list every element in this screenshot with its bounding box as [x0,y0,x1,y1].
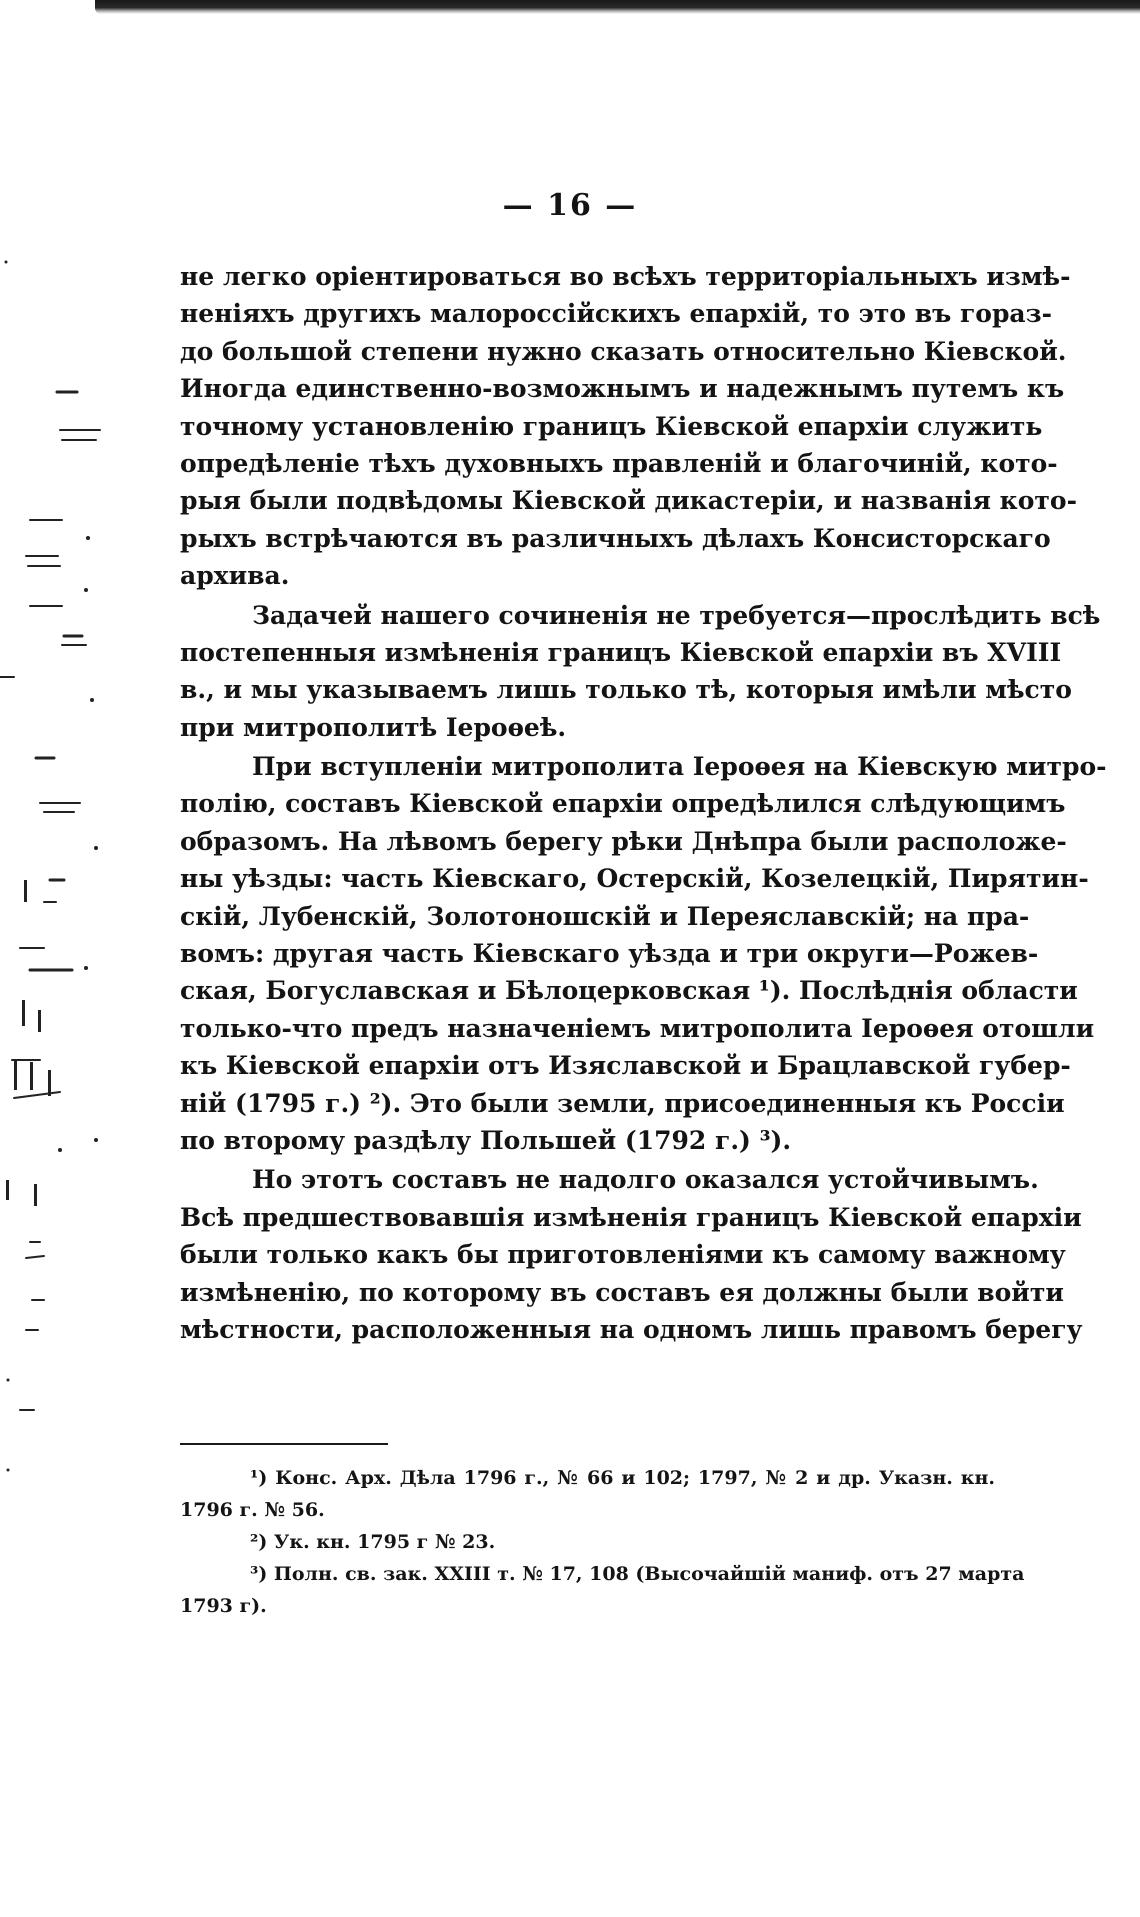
text-line: точному установленію границъ Кіевской епархіи служить [180,411,1043,441]
text-line: в., и мы указываемъ лишь только тѣ, которыя имѣли мѣсто [180,675,1072,705]
text-line: скій, Лубенскій, Золотоношскій и Переяславскій; на пра- [180,901,1030,931]
text-line: неніяхъ другихъ малороссійскихъ епархій, то это въ гораз- [180,299,1052,329]
text-line: архива. [180,561,290,591]
margin-scan-marks [0,0,110,1917]
footnotes [180,1462,1025,1622]
text-line: вомъ: другая часть Кіевскаго уѣзда и три округи—Рожев- [180,939,1039,969]
paragraph-3 [180,748,1107,1159]
text-line: ній (1795 г.) ²). Это были земли, присоединенныя къ Россіи [180,1088,1065,1118]
text-line: постепенныя измѣненія границъ Кіевской епархіи въ XVIII [180,637,1062,667]
footnote-line: ²) Ук. кн. 1795 г № 23. [250,1531,496,1553]
footnote-divider [180,1443,388,1445]
paragraph-1 [180,258,1077,595]
footnote-line: ¹) Конс. Арх. Дѣла 1796 г., № 66 и 102; 1797, № 2 и др. Указн. кн. [250,1467,995,1489]
text-line: образомъ. На лѣвомъ берегу рѣки Днѣпра были расположе- [180,826,1067,856]
text-line: Задачей нашего сочиненія не требуется—прослѣдить всѣ [252,600,1101,630]
footnote-line: ³) Полн. св. зак. XXIII т. № 17, 108 (Высочайшій маниф. отъ 27 марта [250,1563,1025,1585]
paragraph-4 [180,1161,1083,1348]
text-line: Всѣ предшествовавшія измѣненія границъ Кіевской епархіи [180,1202,1082,1232]
text-line: мѣстности, расположенныя на одномъ лишь правомъ берегу [180,1314,1083,1344]
text-line: только-что предъ назначеніемъ митрополита Іероѳея отошли [180,1013,1095,1043]
text-line: рыхъ встрѣчаются въ различныхъ дѣлахъ Консисторскаго [180,523,1051,553]
text-line: полію, составъ Кіевской епархіи опредѣлился слѣдующимъ [180,789,1066,819]
text-line: были только какъ бы приготовленіями къ самому важному [180,1240,1066,1270]
text-line: опредѣленіе тѣхъ духовныхъ правленій и благочиній, кото- [180,448,1058,478]
text-line: рыя были подвѣдомы Кіевской дикастеріи, и названія кото- [180,486,1077,516]
text-line: При вступленіи митрополита Іероѳея на Кіевскую митро- [252,752,1107,782]
text-line: ская, Богуславская и Бѣлоцерковская ¹). Послѣднія области [180,976,1078,1006]
scan-top-edge-shadow [95,0,1140,14]
footnote-line: 1796 г. № 56. [180,1499,325,1521]
footnote-line: 1793 г). [180,1595,267,1617]
text-line: къ Кіевской епархіи отъ Изяславской и Брацлавской губер- [180,1051,1071,1081]
text-line: при митрополитѣ Іероѳеѣ. [180,712,567,742]
text-line: до большой степени нужно сказать относительно Кіевской. [180,336,1067,366]
text-line: Иногда единственно-возможнымъ и надежнымъ путемъ къ [180,374,1065,404]
text-line: измѣненію, по которому въ составъ ея должны были войти [180,1277,1064,1307]
paragraph-2 [180,597,1101,747]
page-number: — 16 — [502,188,638,223]
text-line: по второму раздѣлу Польшей (1792 г.) ³). [180,1125,792,1155]
text-line: не легко оріентироваться во всѣхъ территоріальныхъ измѣ- [180,262,1071,291]
text-line: Но этотъ составъ не надолго оказался устойчивымъ. [252,1165,1039,1195]
body-text [180,258,1107,1348]
text-line: ны уѣзды: часть Кіевскаго, Остерскій, Козелецкій, Пирятин- [180,864,1089,894]
